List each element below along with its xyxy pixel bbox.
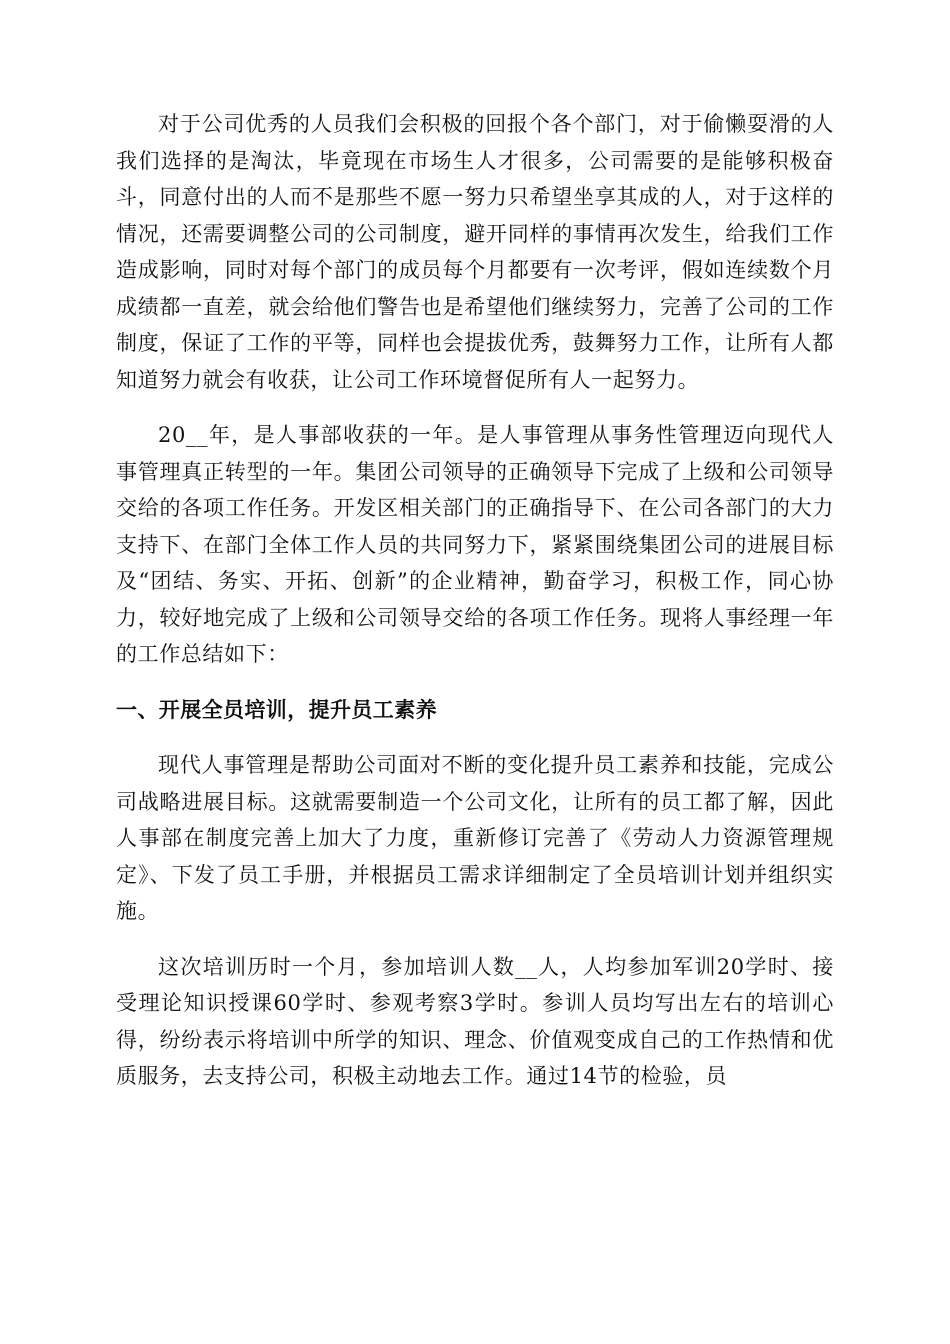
paragraph-year-summary: 20__年，是人事部收获的一年。是人事管理从事务性管理迈向现代人事管理真正转型的一年。集团公司领导的正确领导下完成了上级和公司领导交给的各项工作任务。开发区相关部门的正确指导下、在公司各部门的大力支持下、在部门全体工作人员的共同努力下，紧紧围绕集团公司的进展目标及“团结、务实、开拓、创新”的企业精神，勤奋学习，积极工作，同心协力，较好地完成了上级和公司领导交给的各项工作任务。现将人事经理一年的工作总结如下： [116, 423, 834, 666]
document-body [116, 106, 834, 1114]
paragraph-modern-hr: 现代人事管理是帮助公司面对不断的变化提升员工素养和技能，完成公司战略进展目标。这就需要制造一个公司文化，让所有的员工都了解，因此人事部在制度完善上加大了力度，重新修订完善了《劳动人力资源管理规定》、下发了员工手册，并根据员工需求详细制定了全员培训计划并组织实施。 [116, 753, 834, 923]
section-heading-training: 一、开展全员培训，提升员工素养 [116, 697, 437, 722]
paragraph-training-details: 这次培训历时一个月，参加培训人数__人，人均参加军训20学时、接受理论知识授课60学时、参观考察3学时。参训人员均写出左右的培训心得，纷纷表示将培训中所学的知识、理念、价值观变成自己的工作热情和优质服务，去支持公司，积极主动地去工作。通过14节的检验，员 [116, 954, 834, 1088]
paragraph-company-evaluation: 对于公司优秀的人员我们会积极的回报个各个部门，对于偷懒耍滑的人我们选择的是淘汰，毕竟现在市场生人才很多，公司需要的是能够积极奋斗，同意付出的人而不是那些不愿一努力只希望坐享其成的人，对于这样的情况，还需要调整公司的公司制度，避开同样的事情再次发生，给我们工作造成影响，同时对每个部门的成员每个月都要有一次考评，假如连续数个月成绩都一直差，就会给他们警告也是希望他们继续努力，完善了公司的工作制度，保证了工作的平等，同样也会提拔优秀，鼓舞努力工作，让所有人都知道努力就会有收获，让公司工作环境督促所有人一起努力。 [116, 112, 834, 392]
